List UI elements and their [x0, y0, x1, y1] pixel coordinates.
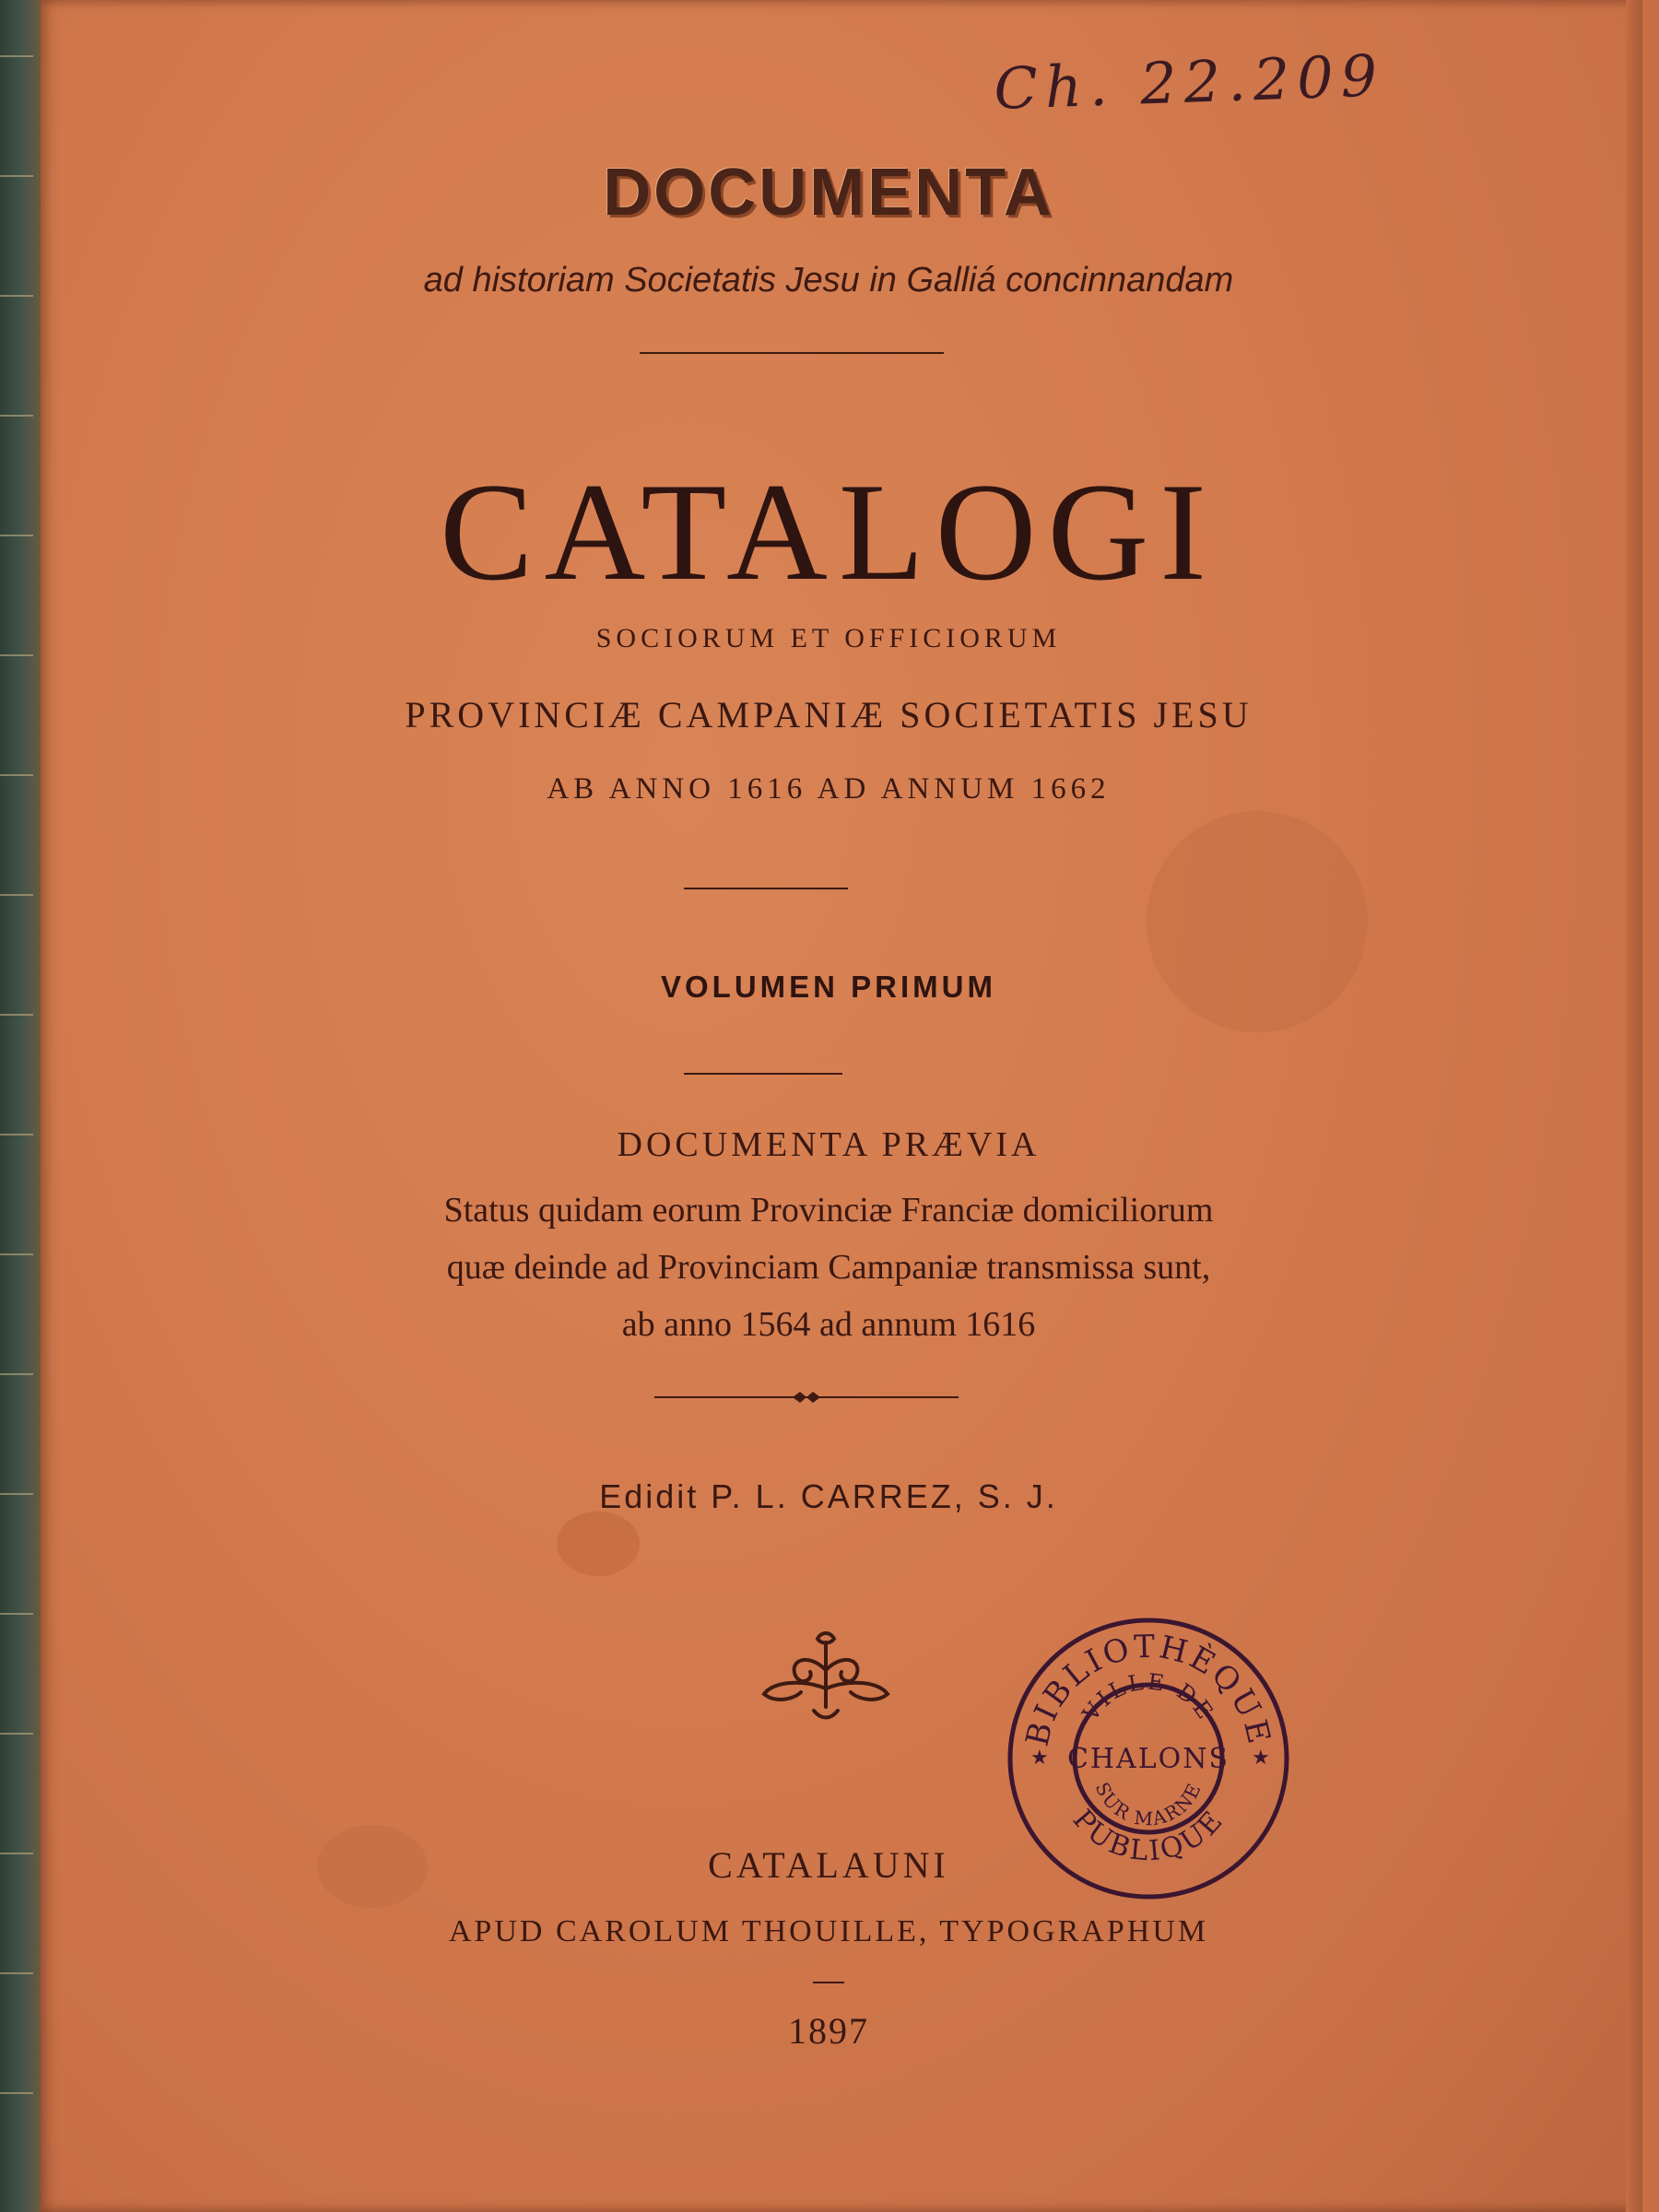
- main-title: CATALOGI: [440, 454, 1218, 609]
- title-line-provinciae: PROVINCIÆ CAMPANIÆ SOCIETATIS JESU: [405, 694, 1253, 735]
- svg-text:★: ★: [1030, 1747, 1049, 1770]
- title-line-years: AB ANNO 1616 AD ANNUM 1662: [547, 772, 1111, 806]
- praevia-line: Status quidam eorum Provinciæ Franciæ domiciliorum: [443, 1191, 1214, 1230]
- divider-rule: [640, 352, 944, 354]
- title-page: [41, 0, 1642, 2212]
- stamp-inner-top: VILLE DE: [1077, 1668, 1220, 1726]
- divider-rule: [684, 1073, 842, 1075]
- praevia-line: ab anno 1564 ad annum 1616: [621, 1305, 1036, 1344]
- imprint-printer: APUD CAROLUM THOUILLE, TYPOGRAPHUM: [448, 1914, 1209, 1948]
- book-spine-edge: [0, 0, 41, 2212]
- praevia-heading: DOCUMENTA PRÆVIA: [617, 1125, 1041, 1164]
- page-edge: [1626, 0, 1642, 2212]
- editor-line: Edidit P. L. CARREZ, S. J.: [599, 1477, 1058, 1515]
- volume-label: VOLUMEN PRIMUM: [661, 970, 996, 1004]
- imprint-city: CATALAUNI: [708, 1844, 949, 1886]
- stamp-inner-bottom: SUR MARNE: [1090, 1778, 1206, 1830]
- divider-rule: [684, 888, 848, 889]
- handwritten-shelfmark: Ch. 22.209: [993, 41, 1386, 124]
- divider-rule: [813, 1982, 844, 1983]
- series-title: DOCUMENTA: [603, 156, 1054, 229]
- stamp-outer-text: BIBLIOTHÈQUE: [1018, 1628, 1278, 1750]
- ornamental-rule: [654, 1388, 959, 1406]
- imprint-year: 1897: [788, 2010, 869, 2052]
- series-subtitle: ad historiam Societatis Jesu in Galliá concinnandam: [423, 261, 1234, 300]
- svg-text:★: ★: [1252, 1747, 1270, 1770]
- praevia-line: quæ deinde ad Provinciam Campaniæ transmissa sunt,: [446, 1248, 1211, 1287]
- title-line-sociorum: SOCIORUM ET OFFICIORUM: [595, 623, 1062, 653]
- stamp-outer-bottom: PUBLIQUE: [1065, 1803, 1231, 1868]
- stamp-inner-mid: CHALONS: [1066, 1743, 1230, 1775]
- fleuron-ornament-icon: [757, 1624, 895, 1725]
